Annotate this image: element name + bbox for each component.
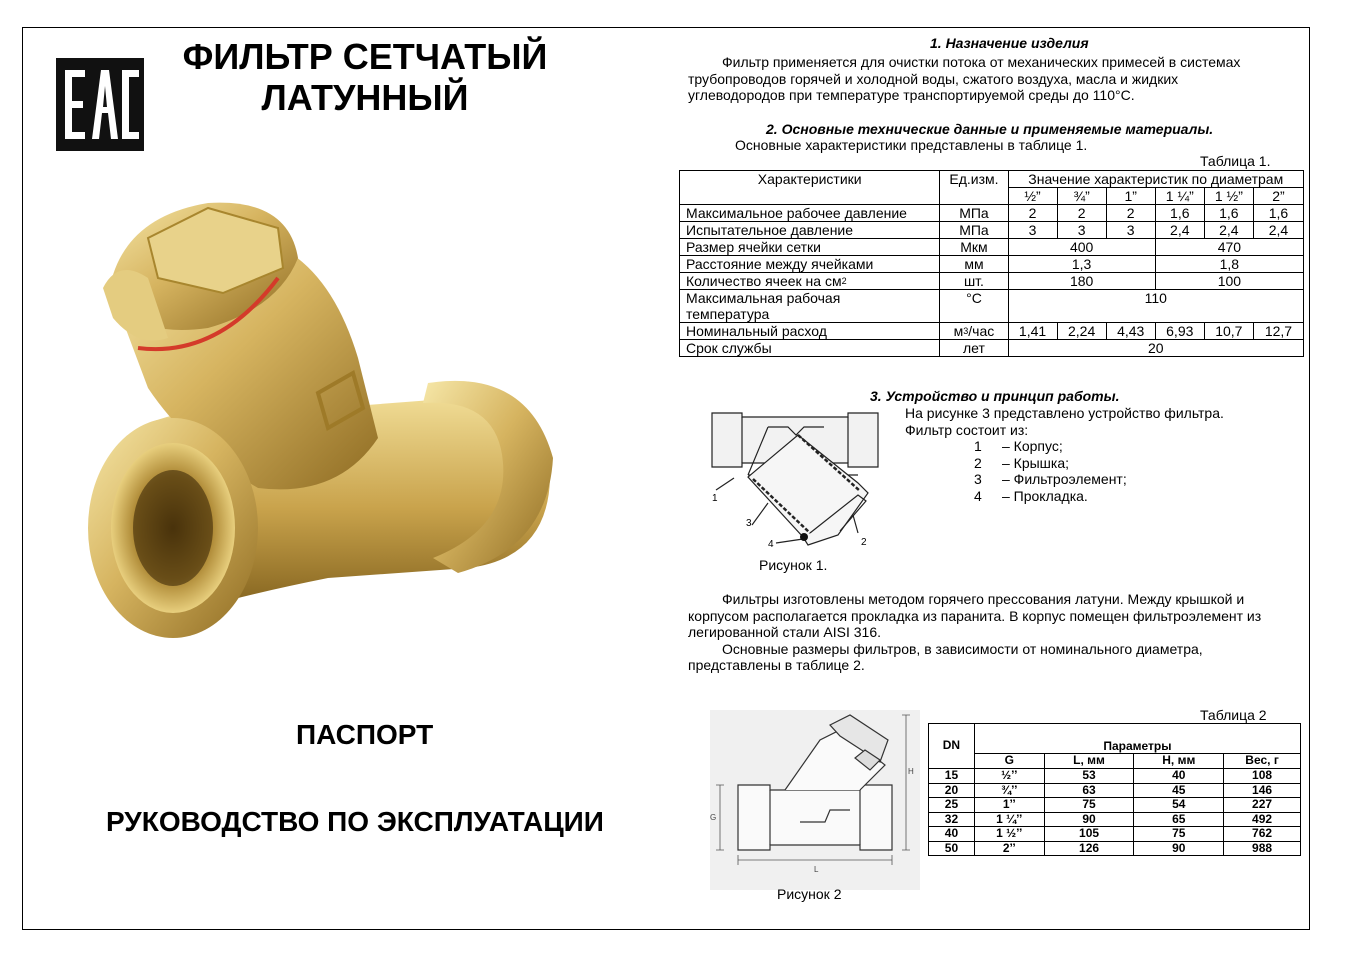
strainer-dimension-drawing <box>710 710 920 890</box>
table-row <box>680 323 1304 340</box>
superscript: 2 <box>841 276 847 286</box>
table-2 <box>928 723 1301 856</box>
cell: 2’’ <box>974 841 1044 856</box>
value-cell: 6,93 <box>1155 323 1204 340</box>
fig1-label: 1 <box>712 493 718 504</box>
eac-mark-icon <box>56 58 144 151</box>
figure-2 <box>710 710 920 890</box>
table-row <box>929 724 1301 754</box>
value-cell: 10,7 <box>1204 323 1253 340</box>
paragraph-1-line-2: корпусом располагается прокладка из паранита. В корпус помещен фильтроэлемент из <box>688 607 1262 624</box>
value-cell: 2,4 <box>1253 222 1303 239</box>
cell: 54 <box>1134 798 1224 813</box>
list-item: 2 – Крышка; <box>974 454 1070 471</box>
cell: 1’’ <box>974 798 1044 813</box>
value-cell: 180 <box>1008 273 1155 290</box>
row-unit: шт. <box>940 273 1008 290</box>
column-header: L, мм <box>1044 754 1134 769</box>
cell: 75 <box>1134 827 1224 842</box>
cell: 75 <box>1044 798 1134 813</box>
section2-heading: 2. Основные технические данные и применяемые материалы. <box>766 121 1214 137</box>
section1-text <box>688 54 1240 104</box>
cell: 40 <box>1134 769 1224 784</box>
cell: 126 <box>1044 841 1134 856</box>
fig1-label: 4 <box>768 539 774 550</box>
cell: 1 ¼’’ <box>974 812 1044 827</box>
cell: 63 <box>1044 783 1134 798</box>
table-row <box>929 827 1301 842</box>
header-params: Параметры <box>974 724 1300 754</box>
product-title <box>150 36 580 118</box>
fig2-label: G <box>710 813 717 822</box>
row-label <box>680 290 940 323</box>
row-label: Испытательное давление <box>680 222 940 239</box>
row-label-line-2: температура <box>686 306 770 322</box>
row-label-line-1: Максимальная рабочая <box>686 290 841 306</box>
value-cell: 2,24 <box>1057 323 1106 340</box>
value-cell: 20 <box>1008 340 1304 357</box>
paragraph-1-line-1: Фильтры изготовлены методом горячего прессования латуни. Между крышкой и <box>722 591 1245 607</box>
value-cell: 4,43 <box>1106 323 1155 340</box>
title-line-2: ЛАТУННЫЙ <box>261 77 469 118</box>
title-line-1: ФИЛЬТР СЕТЧАТЫЙ <box>182 36 548 77</box>
header-dn: DN <box>929 724 975 769</box>
row-unit: МПа <box>940 205 1008 222</box>
section3-line-1: На рисунке 3 представлено устройство фильтра. <box>905 405 1224 421</box>
paragraph-2-line-1: Основные размеры фильтров, в зависимости от номинального диаметра, <box>722 640 1203 657</box>
cell: 65 <box>1134 812 1224 827</box>
cell: 1 ½’’ <box>974 827 1044 842</box>
header-unit: Ед.изм. <box>940 171 1008 205</box>
value-cell: 100 <box>1155 273 1303 290</box>
cell: 146 <box>1224 783 1301 798</box>
cell: 227 <box>1224 798 1301 813</box>
table1-caption: Таблица 1. <box>1200 153 1271 169</box>
row-unit: МПа <box>940 222 1008 239</box>
paragraph-2-line-2: представлены в таблице 2. <box>688 657 865 673</box>
cell: 50 <box>929 841 975 856</box>
row-label <box>680 273 940 290</box>
value-cell: 1,6 <box>1204 205 1253 222</box>
cell: 25 <box>929 798 975 813</box>
row-label: Расстояние между ячейками <box>680 256 940 273</box>
cell: 988 <box>1224 841 1301 856</box>
gasket-mark <box>800 533 808 541</box>
value-cell: 2 <box>1057 205 1106 222</box>
row-label: Размер ячейки сетки <box>680 239 940 256</box>
value-cell: 400 <box>1008 239 1155 256</box>
value-cell: 1,41 <box>1008 323 1057 340</box>
cell: 40 <box>929 827 975 842</box>
cell: 15 <box>929 769 975 784</box>
figure-2-caption: Рисунок 2 <box>777 886 842 902</box>
fig1-label: 2 <box>861 537 867 548</box>
list-item: 3 – Фильтроэлемент; <box>974 471 1127 487</box>
column-header: Вес, г <box>1224 754 1301 769</box>
value-cell: 1,8 <box>1155 256 1303 273</box>
section1-heading: 1. Назначение изделия <box>930 35 1089 51</box>
product-photo <box>78 198 558 653</box>
row-unit <box>940 323 1008 340</box>
table-row <box>929 812 1301 827</box>
fig2-label: H <box>908 767 914 776</box>
value-cell: 12,7 <box>1253 323 1303 340</box>
cell: 108 <box>1224 769 1301 784</box>
table-row <box>680 273 1304 290</box>
table-row <box>680 171 1304 188</box>
row-unit: °С <box>940 290 1008 323</box>
table-row <box>680 340 1304 357</box>
table-row <box>680 290 1304 323</box>
paragraph-1-line-3: легированной стали AISI 316. <box>688 624 881 640</box>
cell: 492 <box>1224 812 1301 827</box>
value-cell: 3 <box>1106 222 1155 239</box>
section3-heading: 3. Устройство и принцип работы. <box>870 388 1120 404</box>
row-unit: Мкм <box>940 239 1008 256</box>
fig1-label: 3 <box>746 518 752 529</box>
row-unit: мм <box>940 256 1008 273</box>
table-row <box>929 783 1301 798</box>
unit-rest: /час <box>968 323 995 339</box>
cell: 20 <box>929 783 975 798</box>
header-characteristics: Характеристики <box>680 171 940 205</box>
manual-heading: РУКОВОДСТВО ПО ЭКСПЛУАТАЦИИ <box>106 806 604 837</box>
table-row <box>680 205 1304 222</box>
table-row <box>929 798 1301 813</box>
fig2-label: L <box>814 865 819 874</box>
cell: 32 <box>929 812 975 827</box>
value-cell: 2,4 <box>1204 222 1253 239</box>
section1-line-2: трубопроводов горячей и холодной воды, сжатого воздуха, масла и жидких <box>688 70 1179 87</box>
value-cell: 470 <box>1155 239 1303 256</box>
table-row <box>680 256 1304 273</box>
cell: 762 <box>1224 827 1301 842</box>
section3-line-2: Фильтр состоит из: <box>905 421 1029 438</box>
figure-1-caption: Рисунок 1. <box>759 557 828 573</box>
header-values: Значение характеристик по диаметрам <box>1008 171 1304 188</box>
diameter-cell: ½” <box>1008 188 1057 205</box>
value-cell: 3 <box>1057 222 1106 239</box>
section2-text: Основные характеристики представлены в таблице 1. <box>735 137 1088 153</box>
y-strainer-image <box>78 198 558 653</box>
list-item: 1 – Корпус; <box>974 438 1063 454</box>
diameter-cell: ¾” <box>1057 188 1106 205</box>
table-row <box>929 841 1301 856</box>
value-cell: 1,6 <box>1253 205 1303 222</box>
row-label: Максимальное рабочее давление <box>680 205 940 222</box>
value-cell: 1,6 <box>1155 205 1204 222</box>
value-cell: 2 <box>1008 205 1057 222</box>
unit-sup: 3 <box>963 326 969 336</box>
cell: 90 <box>1134 841 1224 856</box>
cell: 90 <box>1044 812 1134 827</box>
row-unit: лет <box>940 340 1008 357</box>
column-header: H, мм <box>1134 754 1224 769</box>
section3-intro <box>905 405 1224 438</box>
unit-base: м <box>953 323 964 339</box>
table-row <box>929 769 1301 784</box>
cell: 53 <box>1044 769 1134 784</box>
column-header: G <box>974 754 1044 769</box>
table2-caption: Таблица 2 <box>1200 707 1267 723</box>
eac-logo <box>56 58 144 151</box>
table-row <box>680 239 1304 256</box>
cell: 105 <box>1044 827 1134 842</box>
parts-list <box>974 438 1127 504</box>
section1-line-1: Фильтр применяется для очистки потока от механических примесей в системах <box>722 54 1241 70</box>
cell: ½’’ <box>974 769 1044 784</box>
cell: 45 <box>1134 783 1224 798</box>
diameter-cell: 1 ½” <box>1204 188 1253 205</box>
diameter-cell: 2” <box>1253 188 1303 205</box>
row-label: Срок службы <box>680 340 940 357</box>
table-1 <box>679 170 1304 357</box>
section1-line-3: углеводородов при температуре транспортируемой среды до 110°С. <box>688 87 1135 103</box>
value-cell: 3 <box>1008 222 1057 239</box>
strainer-section-drawing <box>708 405 888 555</box>
row-label-text: Количество ячеек на см <box>686 273 842 289</box>
value-cell: 110 <box>1008 290 1304 323</box>
value-cell: 2 <box>1106 205 1155 222</box>
diameter-cell: 1” <box>1106 188 1155 205</box>
passport-heading: ПАСПОРТ <box>296 719 434 750</box>
cell: ¾’’ <box>974 783 1044 798</box>
figure-1 <box>708 405 888 555</box>
row-label: Номинальный расход <box>680 323 940 340</box>
table-row <box>929 754 1301 769</box>
diameter-cell: 1 ¼” <box>1155 188 1204 205</box>
table-row <box>680 222 1304 239</box>
list-item: 4 – Прокладка. <box>974 487 1088 504</box>
value-cell: 2,4 <box>1155 222 1204 239</box>
value-cell: 1,3 <box>1008 256 1155 273</box>
section3-paragraph-1 <box>688 591 1261 674</box>
